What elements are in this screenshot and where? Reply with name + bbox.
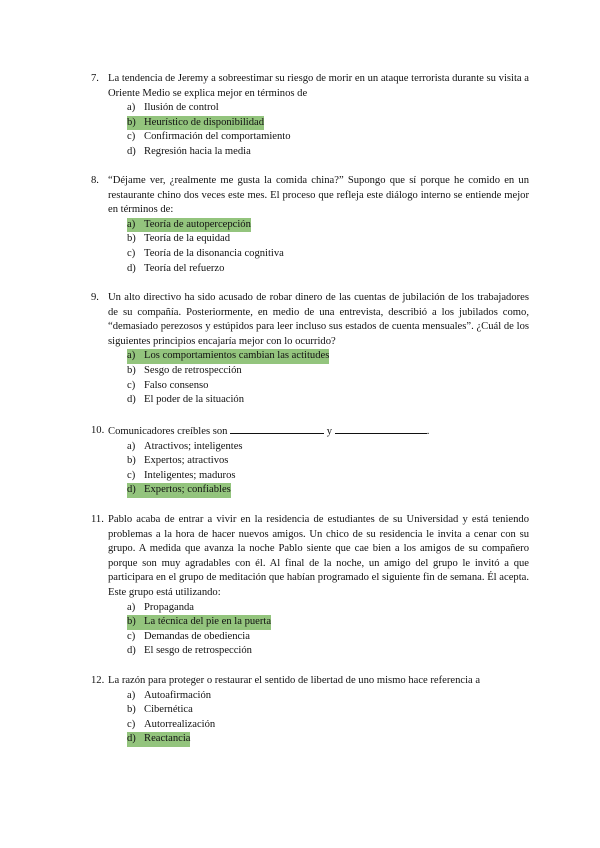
question-text: Comunicadores creíbles son y .: [108, 426, 430, 437]
question-9: [91, 291, 529, 408]
answer-blank-2: [335, 424, 427, 434]
question-7: [91, 72, 529, 160]
option-a-correct: a) Los comportamientos cambian las actitudes: [91, 349, 529, 364]
question-11: [91, 513, 529, 659]
question-text: Pablo acaba de entrar a vivir en la residencia de estudiantes de su Universidad y está teniendo problemas a la hora de hacer nuevos amigos. Un chico de su residencia le invita a cenar con su grupo. A medida que avanza la noche Pablo siente que cae bien a los amigos de su compañero porque son muy agradables con él. Al final de la noche, un amigo del grupo le invitó a que participara en el grupo de meditación que habían programado el siguiente fin de semana. Él acepta. Este grupo está utilizando:: [108, 514, 529, 598]
option-b: b) Sesgo de retrospección: [127, 364, 242, 376]
option-a-correct: a) Teoría de autopercepción: [91, 218, 529, 233]
option-c: c) Confirmación del comportamiento: [127, 131, 291, 143]
question-text: La razón para proteger o restaurar el sentido de libertad de uno mismo hace referencia a: [108, 675, 481, 686]
answer-blank-1: [230, 424, 324, 434]
option-d-correct: d) Expertos; confiables: [91, 483, 529, 498]
question-text: La tendencia de Jeremy a sobreestimar su riesgo de morir en un ataque terrorista durante su visita a Oriente Medio se explica mejor en términos de: [108, 73, 529, 99]
question-10: [91, 424, 529, 498]
option-c: c) Demandas de obediencia: [127, 630, 250, 642]
option-c: c) Teoría de la disonancia cognitiva: [127, 247, 284, 259]
option-d: d) El poder de la situación: [127, 394, 245, 406]
question-number: 7.: [91, 73, 99, 84]
option-a: a) Autoafirmación: [127, 689, 212, 701]
question-12: [91, 674, 529, 747]
option-b: b) Expertos; atractivos: [127, 455, 229, 467]
option-d: d) Teoría del refuerzo: [127, 262, 225, 274]
question-number: 11.: [91, 514, 104, 525]
option-c: c) Falso consenso: [127, 379, 209, 391]
option-b: b) Cibernética: [127, 704, 193, 716]
question-8: [91, 174, 529, 276]
question-number: 10.: [91, 425, 105, 436]
option-b: b) Teoría de la equidad: [127, 233, 231, 245]
option-a: a) Atractivos; inteligentes: [127, 440, 243, 452]
option-b-correct: b) Heurístico de disponibilidad: [91, 116, 529, 131]
option-d-correct: d) Reactancia: [91, 732, 529, 747]
question-number: 8.: [91, 175, 99, 186]
question-text: “Déjame ver, ¿realmente me gusta la comida china?” Supongo que sí porque he comido en un restaurante chino dos veces este mes. El proceso que refleja este diálogo interno se entiende mejor en términos de:: [108, 175, 529, 216]
option-a: a) Propaganda: [127, 601, 195, 613]
option-b-correct: b) La técnica del pie en la puerta: [91, 615, 529, 630]
question-number: 9.: [91, 292, 99, 303]
option-d: d) El sesgo de retrospección: [127, 645, 252, 657]
option-d: d) Regresión hacia la media: [127, 145, 251, 157]
option-c: c) Autorrealización: [127, 718, 216, 730]
option-a: a) Ilusión de control: [127, 102, 219, 114]
question-number: 12.: [91, 675, 105, 686]
question-text: Un alto directivo ha sido acusado de robar dinero de las cuentas de jubilación de los trabajadores de su compañía. Posteriormente, en medio de una entrevista, describió a los jubilados como, “demasiado perezosos y estúpidos para leer incluso sus estados de cuenta mensuales”. ¿Cuál de los siguientes principios encajaría mejor con lo ocurrido?: [108, 292, 529, 347]
option-c: c) Inteligentes; maduros: [127, 469, 236, 481]
